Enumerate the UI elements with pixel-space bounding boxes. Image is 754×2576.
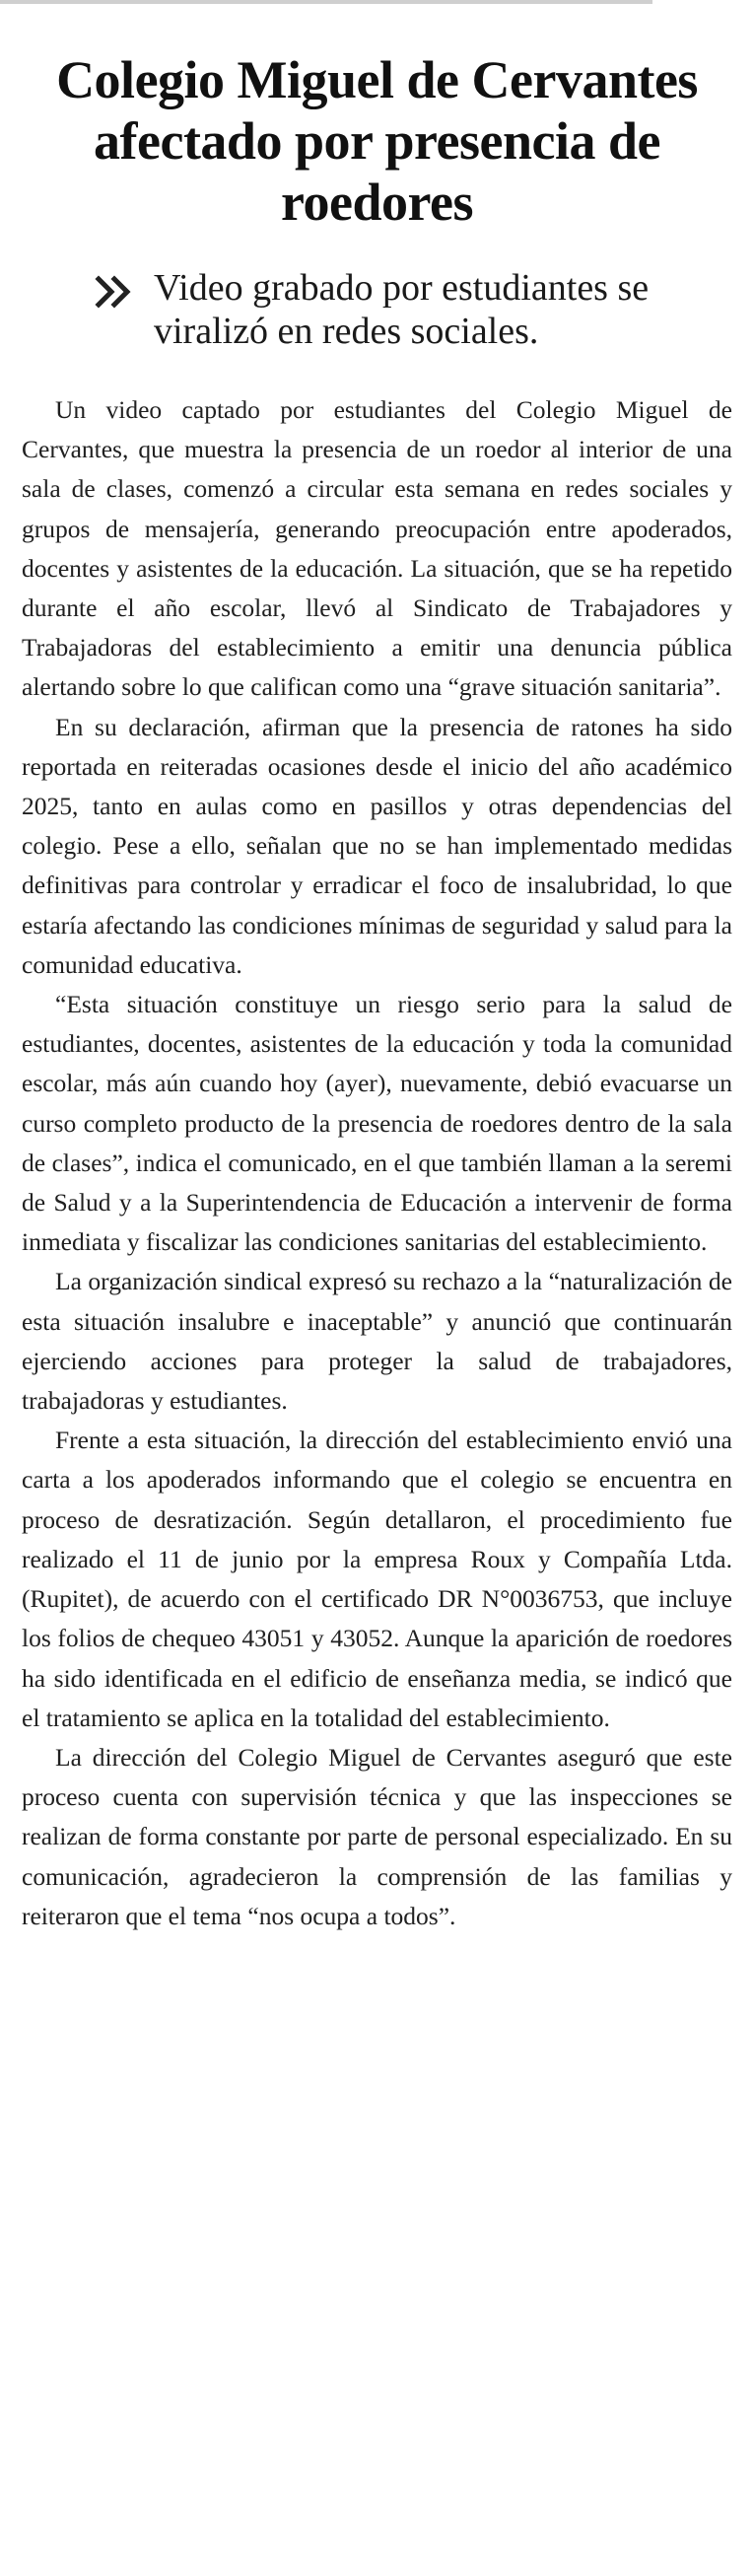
- article-deck: [22, 266, 732, 353]
- article-paragraph: La dirección del Colegio Miguel de Cervantes aseguró que este proceso cuenta con supervisión técnica y que las inspecciones se realizan de forma constante por parte de personal especializado. En su comunicación, agradecieron la comprensión de las familias y reiteraron que el tema “nos ocupa a todos”.: [22, 1742, 732, 1930]
- top-divider: [0, 0, 652, 4]
- news-article: [22, 49, 732, 1936]
- article-paragraph: La organización sindical expresó su rechazo a la “naturalización de esta situación insalubre e inaceptable” y anunció que continuarán ejerciendo acciones para proteger la salud de trabajadores, trabajadoras y estudiantes.: [22, 1267, 732, 1416]
- article-body: [22, 390, 732, 1936]
- article-headline: Colegio Miguel de Cervantes afectado por presencia de roedores: [56, 50, 698, 232]
- article-paragraph: Frente a esta situación, la dirección del establecimiento envió una carta a los apoderados informando que el colegio se encuentra en proceso de desratización. Según detallaron, el procedimiento fue realizado el 11 de junio por la empresa Roux y Compañía Ltda. (Rupitet), de acuerdo con el certificado DR N°0036753, que incluye los folios de chequeo 43051 y 43052. Aunque la aparición de roedores ha sido identificada en el edificio de enseñanza media, se indicó que el tratamiento se aplica en la totalidad del establecimiento.: [22, 1426, 732, 1732]
- article-paragraph: “Esta situación constituye un riesgo serio para la salud de estudiantes, docentes, asistentes de la educación y toda la comunidad escolar, más aún cuando hoy (ayer), nuevamente, debió evacuarse un curso completo producto de la presencia de roedores dentro de la sala de clases”, indica el comunicado, en el que también llaman a la seremi de Salud y a la Superintendencia de Educación a intervenir de forma inmediata y fiscalizar las condiciones sanitarias del establecimiento.: [22, 990, 732, 1257]
- double-chevron-right-icon: [95, 274, 138, 310]
- article-paragraph: Un video captado por estudiantes del Colegio Miguel de Cervantes, que muestra la presencia de un roedor al interior de una sala de clases, comenzó a circular esta semana en redes sociales y grupos de mensajería, generando preocupación entre apoderados, docentes y asistentes de la educación. La situación, que se ha repetido durante el año escolar, llevó al Sindicato de Trabajadores y Trabajadoras del establecimiento a emitir una denuncia pública alertando sobre lo que califican como una “grave situación sanitaria”.: [22, 395, 732, 702]
- article-paragraph: En su declaración, afirman que la presencia de ratones ha sido reportada en reiteradas ocasiones desde el inicio del año académico 2025, tanto en aulas como en pasillos y otras dependencias del colegio. Pese a ello, señalan que no se han implementado medidas definitivas para controlar y erradicar el foco de insalubridad, lo que estaría afectando las condiciones mínimas de seguridad y salud para la comunidad educativa.: [22, 712, 732, 979]
- deck-text: Video grabado por estudiantes se viralizó en redes sociales.: [154, 267, 650, 352]
